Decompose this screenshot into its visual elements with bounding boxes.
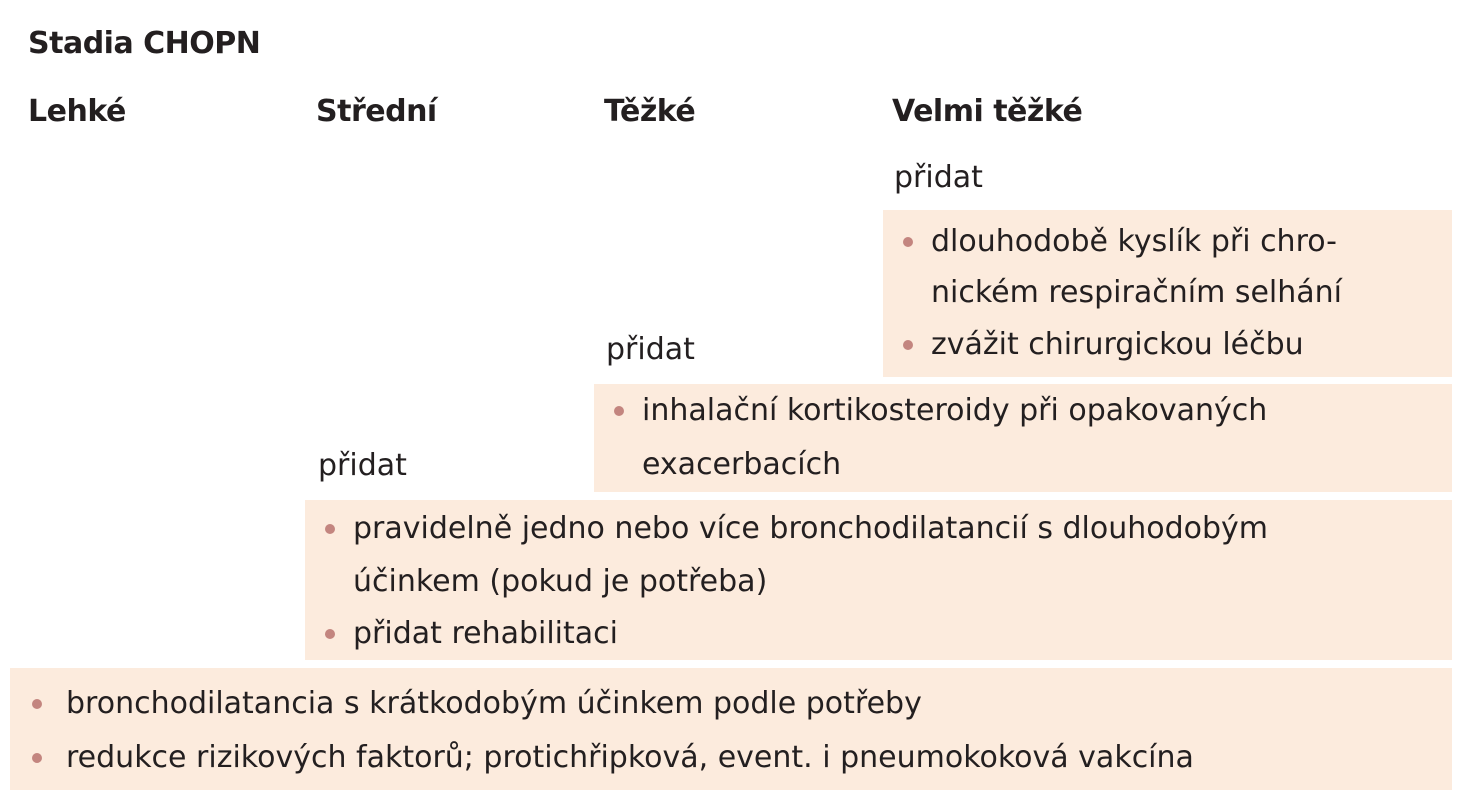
bullet-icon — [32, 699, 42, 709]
stage-label-very-severe: Velmi těžké — [892, 94, 1083, 129]
treatment-item-line: bronchodilatancia s krátkodobým účinkem podle potřeby — [66, 686, 922, 721]
treatment-item-line: inhalační kortikosteroidy při opakovaných — [642, 393, 1268, 428]
treatment-box-severe — [594, 384, 1452, 492]
treatment-item-line: přidat rehabilitaci — [353, 616, 618, 651]
treatment-item-line: účinkem (pokud je potřeba) — [353, 564, 768, 599]
bullet-icon — [903, 340, 913, 350]
treatment-box-very-severe — [883, 210, 1452, 377]
bullet-icon — [614, 406, 624, 416]
add-label-severe: přidat — [606, 332, 695, 367]
bullet-icon — [903, 237, 913, 247]
treatment-item-line: zvážit chirurgickou léčbu — [931, 327, 1304, 362]
bullet-icon — [325, 629, 335, 639]
treatment-box-mild — [10, 668, 1452, 790]
stage-label-mild: Lehké — [28, 94, 126, 129]
bullet-icon — [325, 524, 335, 534]
bullet-icon — [32, 753, 42, 763]
treatment-item-line: nickém respiračním selhání — [931, 275, 1342, 310]
treatment-item-line: dlouhodobě kyslík při chro- — [931, 224, 1337, 259]
add-label-moderate: přidat — [318, 448, 407, 483]
treatment-item-line: exacerbacích — [642, 447, 842, 482]
treatment-item-line: redukce rizikových faktorů; protichřipková, event. i pneumokoková vakcína — [66, 740, 1194, 775]
diagram-title: Stadia CHOPN — [28, 26, 261, 61]
treatment-box-moderate — [305, 500, 1452, 660]
add-label-very-severe: přidat — [894, 160, 983, 195]
stage-label-severe: Těžké — [604, 94, 696, 129]
stage-label-moderate: Střední — [316, 94, 437, 129]
treatment-item-line: pravidelně jedno nebo více bronchodilatancií s dlouhodobým — [353, 511, 1269, 546]
